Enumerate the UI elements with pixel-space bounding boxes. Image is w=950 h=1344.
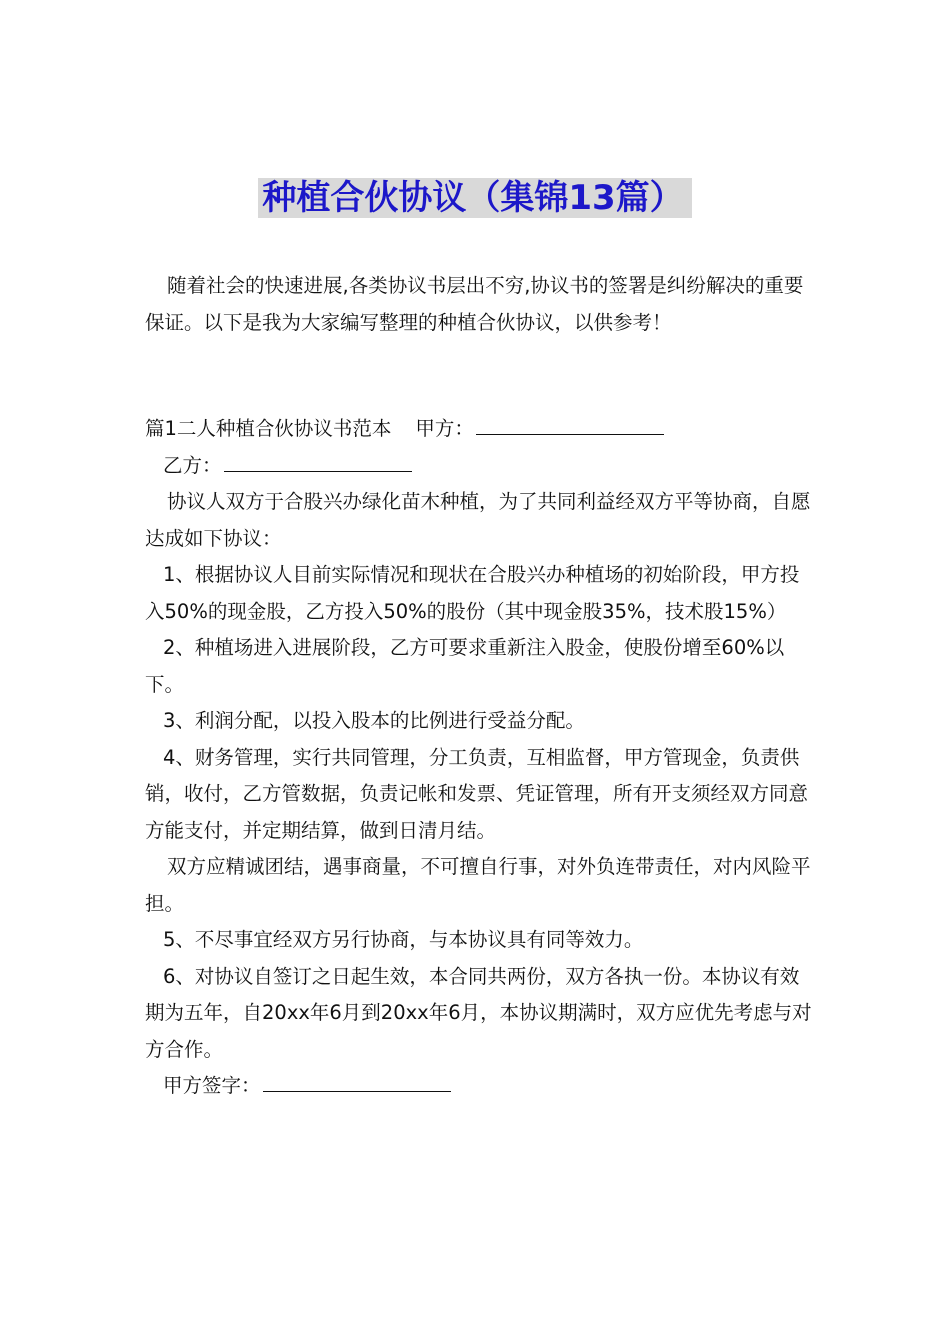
clause-4: 4、财务管理，实行共同管理，分工负责，互相监督，甲方管现金，负责供销，收付，乙方管数据，负责记帐和发票、凭证管理，所有开支须经双方同意方能支付，并定期结算，做到日清月结。 xyxy=(145,745,809,842)
section-heading-line xyxy=(145,411,815,448)
title-wrapper xyxy=(0,178,950,218)
sign-a-blank xyxy=(263,1069,451,1092)
party-b-line xyxy=(145,448,815,485)
clause-6: 6、对协议自签订之日起生效，本合同共两份，双方各执一份。本协议有效期为五年，自20xx年6月到20xx年6月，本协议期满时，双方应优先考虑与对方合作。 xyxy=(145,964,812,1061)
section-gap xyxy=(145,341,815,411)
document-body xyxy=(145,268,815,1105)
clause-3: 3、利润分配，以投入股本的比例进行受益分配。 xyxy=(163,709,585,732)
clause-5: 5、不尽事宜经双方另行协商，与本协议具有同等效力。 xyxy=(163,928,644,951)
party-a-label: 甲方： xyxy=(415,417,474,440)
party-a-blank xyxy=(476,412,664,435)
agreement-paragraph: 协议人双方于合股兴办绿化苗木种植，为了共同利益经双方平等协商，自愿达成如下协议： xyxy=(145,490,811,550)
section-heading: 篇1二人种植合伙协议书范本 xyxy=(145,417,392,440)
clause-4-continued: 双方应精诚团结，遇事商量，不可擅自行事，对外负连带责任，对内风险平担。 xyxy=(145,855,811,915)
party-b-blank xyxy=(224,449,412,472)
sign-a-line xyxy=(145,1068,815,1105)
clause-2: 2、种植场进入进展阶段，乙方可要求重新注入股金，使股份增至60%以下。 xyxy=(145,636,785,696)
clause-1: 1、根据协议人目前实际情况和现状在合股兴办种植场的初始阶段，甲方投入50%的现金股，乙方投入50%的股份（其中现金股35%，技术股15%） xyxy=(145,563,800,623)
sign-a-label: 甲方签字： xyxy=(163,1074,261,1097)
party-b-label: 乙方： xyxy=(163,453,222,477)
document-title: 种植合伙协议（集锦13篇） xyxy=(258,178,691,218)
intro-paragraph: 随着社会的快速进展,各类协议书层出不穷,协议书的签署是纠纷解决的重要保证。以下是我为大家编写整理的种植合伙协议，以供参考！ xyxy=(145,274,804,334)
